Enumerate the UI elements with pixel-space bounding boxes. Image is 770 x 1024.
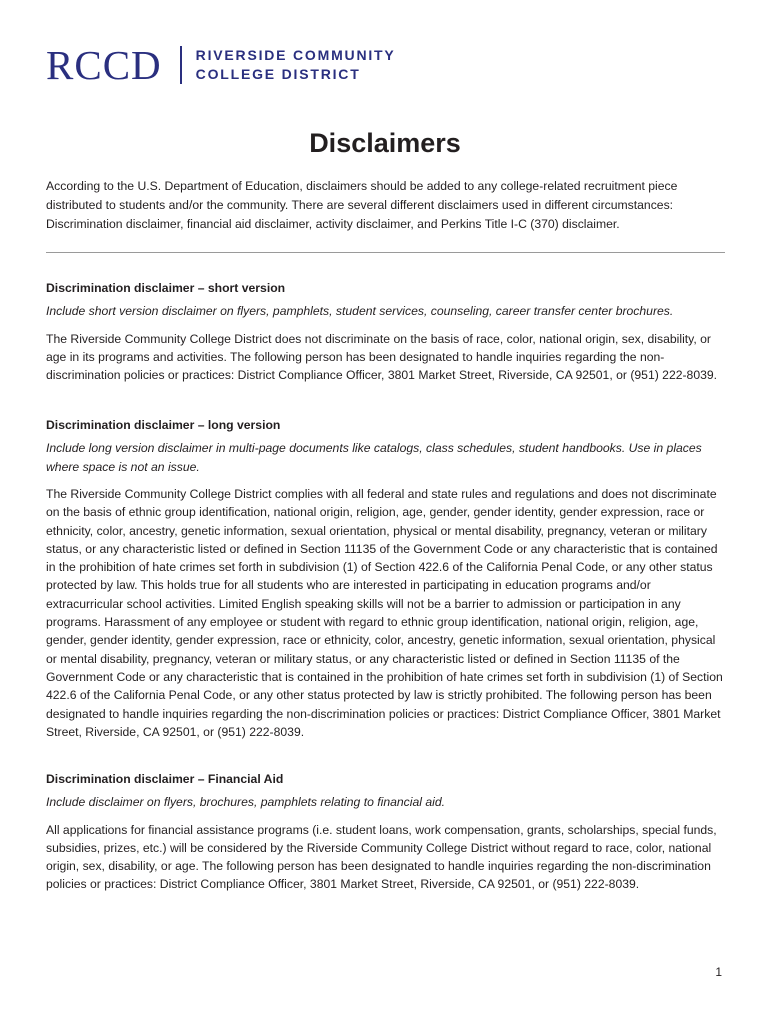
section-long-version [46,416,726,741]
section-body: The Riverside Community College District does not discriminate on the basis of race, color, national origin, sex, disability, or age in its programs and activities. The following person has been designated to handle inquiries regarding the non-discrimination policies or practices: District Compliance Officer, 3801 Market Street, Riverside, CA 92501, or (951) 222-8039. [46,331,718,383]
section-heading: Discrimination disclaimer – long version [46,418,281,432]
logo-line-1: RIVERSIDE COMMUNITY [195,47,396,63]
section-body: The Riverside Community College District complies with all federal and state rules and regulations and does not discriminate on the basis of ethnic group identification, national origin, religion, age, gender, gender identity, gender expression, race or ethnicity, color, ancestry, genetic information, sexual orientation, physical or mental disability, pregnancy, veteran or military status, or any characteristic listed or defined in Section 11135 of the Government Code or any characteristic that is contained in the prohibition of hate crimes set forth in subdivision (1) of Section 422.6 of the California Penal Code, or any other status protected by law. This holds true for all students who are interested in participating in education programs and/or extracurricular school activities. Limited English speaking skills will not be a barrier to admission or participation in any programs. Harassment of any employee or student with regard to ethnic group identification, national origin, religion, age, gender, gender identity, gender expression, race or ethnicity, color, ancestry, genetic information, sexual orientation, physical or mental disability, pregnancy, veteran or military status, or any characteristic listed or defined in Section 11135 of the Government Code or any characteristic that is contained in the prohibition of hate crimes set forth in subdivision (1) of Section 422.6 of the California Penal Code, or any other status protected by law is strictly prohibited. The following person has been designated to handle inquiries regarding the non-discrimination policies or practices: District Compliance Officer, 3801 Market Street, Riverside, CA 92501, or (951) 222-8039. [46,487,723,739]
intro-paragraph: According to the U.S. Department of Education, disclaimers should be added to any college-related recruitment piece distributed to students and/or the community. There are several different disclaimers used in different circumstances: Discrimination disclaimer, financial aid disclaimer, activity disclaimer, and Perkins Title I-C (370) disclaimer. [46,179,678,231]
section-heading: Discrimination disclaimer – short version [46,281,286,295]
section-financial-aid [46,770,726,894]
logo-divider [180,46,182,84]
section-divider [46,252,725,253]
logo-wordmark [196,46,396,84]
section-note: Include long version disclaimer in multi-page documents like catalogs, class schedules, student handbooks. Use in places where space is not an issue. [46,441,702,474]
section-heading: Discrimination disclaimer – Financial Aid [46,772,284,786]
page-number: 1 [715,965,722,979]
page-title: Disclaimers [309,128,461,158]
logo-line-2: COLLEGE DISTRICT [195,66,361,82]
section-body: All applications for financial assistance programs (i.e. student loans, work compensation, grants, scholarships, special funds, subsidies, prizes, etc.) will be considered by the Riverside Community College District without regard to race, color, national origin, sex, disability, or age. The following person has been designated to handle inquiries regarding the non-discrimination policies or practices: District Compliance Officer, 3801 Market Street, Riverside, CA 92501, or (951) 222-8039. [46,822,717,892]
rccd-logo [46,44,396,86]
logo-mark: RCCD [46,42,162,88]
section-note: Include short version disclaimer on flyers, pamphlets, student services, counseling, career transfer center brochures. [46,304,674,318]
section-short-version [46,279,726,384]
section-note: Include disclaimer on flyers, brochures, pamphlets relating to financial aid. [46,795,446,809]
